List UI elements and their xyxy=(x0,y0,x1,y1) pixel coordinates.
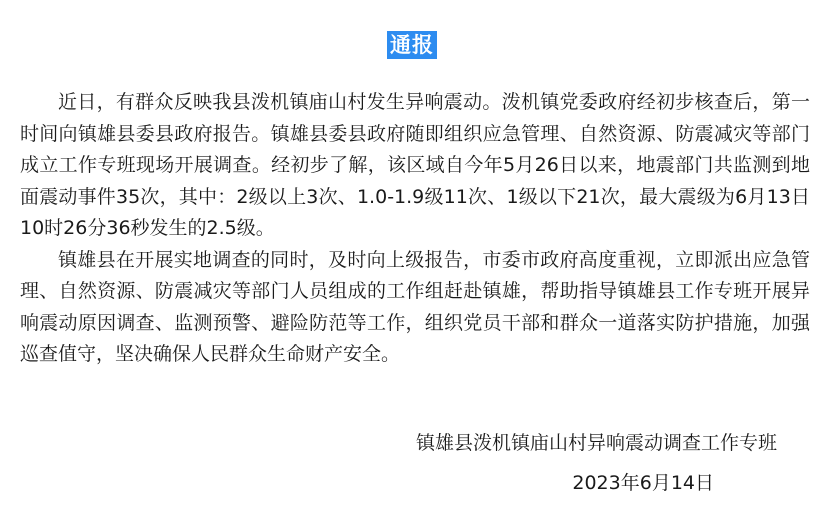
title-wrap xyxy=(0,31,824,59)
notice-body xyxy=(20,87,810,371)
signature-date: 2023年6月14日 xyxy=(572,472,714,494)
paragraph-2: 镇雄县在开展实地调查的同时，及时向上级报告，市委市政府高度重视，立即派出应急管理、自然资源、防震减灾等部门人员组成的工作组赶赴镇雄，帮助指导镇雄县工作专班开展异响震动原因调查、监测预警、避险防范等工作，组织党员干部和群众一道落实防护措施，加强巡查值守，坚决确保人民群众生命财产安全。 xyxy=(20,248,810,365)
signature-organization: 镇雄县泼机镇庙山村异响震动调查工作专班 xyxy=(415,432,777,454)
notice-title: 通报 xyxy=(387,31,437,59)
paragraph-1: 近日，有群众反映我县泼机镇庙山村发生异响震动。泼机镇党委政府经初步核查后，第一时间向镇雄县委县政府报告。镇雄县委县政府随即组织应急管理、自然资源、防震减灾等部门成立工作专班现场开展调查。经初步了解，该区域自今年5月26日以来，地震部门共监测到地面震动事件35次，其中：2级以上3次、1.0-1.9级11次、1级以下21次，最大震级为6月13日10时26分36秒发生的2.5级。 xyxy=(20,91,810,239)
